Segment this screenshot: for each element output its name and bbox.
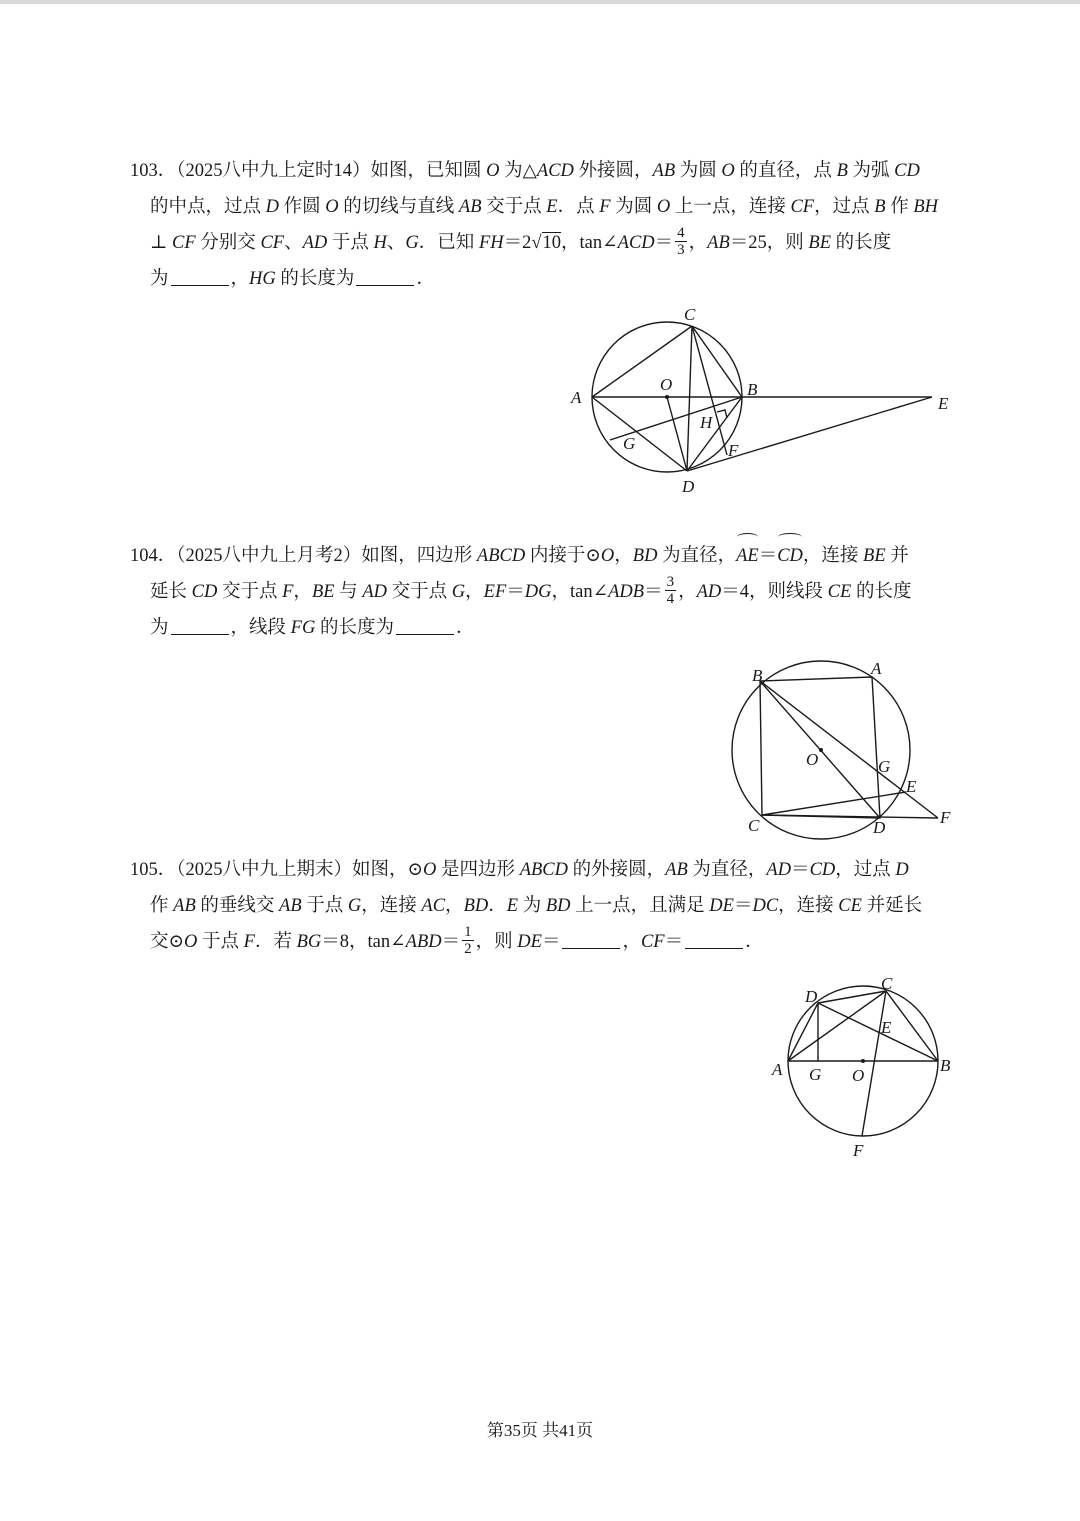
var: G [347,896,362,916]
problem-number: 104． [130,546,177,566]
text: ，连接 [802,546,864,566]
text: 分别交 [195,233,261,253]
text: 、 [284,233,303,253]
var: ADB [608,582,645,602]
label-a: A [571,388,582,407]
text: 如图，四边形 [361,546,477,566]
seg-ad [592,397,687,471]
figure-103 [560,300,970,500]
text: ＝8，tan∠ [321,932,406,952]
var: FH [478,233,504,253]
text: 内接于⊙ [525,546,601,566]
problem-number: 103． [130,161,177,181]
label-f: F [728,441,739,460]
problem-source: （2025八中九上月考2） [176,546,362,566]
var: BD [463,896,489,916]
var: CF [790,197,815,217]
text: 、 [386,233,406,253]
label-c: C [881,974,893,993]
text: 的长度 [851,582,912,602]
center-dot [819,748,823,752]
text: ．已知 [418,233,479,253]
var: O [656,197,671,217]
text: 交于点 [217,582,283,602]
var: E [546,197,558,217]
text: ． [416,269,435,289]
text: ＝ [758,546,778,566]
text: 上一点，且满足 [570,896,710,916]
text: 交于点 [481,197,547,217]
problem-source: （2025八中九上定时14） [176,161,371,181]
page-footer: 第35页 共41页 [486,1421,594,1440]
arc-cd: CD [777,538,803,574]
var: AB [652,161,676,181]
var: CF [260,233,285,253]
p104-line-3 [130,610,965,646]
var: B [836,161,848,181]
var: BE [311,582,335,602]
var: BD [632,546,658,566]
problem-103 [130,153,965,297]
var: BD [545,896,571,916]
text: 为△ [499,161,537,181]
var: CE [838,896,862,916]
p105-line-3 [130,924,965,960]
text: 的长度为 [275,269,355,289]
fraction-numerator: 3 [666,574,675,591]
var: AD [766,860,792,880]
text: ＝ [506,582,525,602]
label-e: E [938,394,949,413]
problem-104 [130,538,965,646]
answer-blank[interactable] [685,930,743,949]
var: CD [809,860,836,880]
fraction-denominator: 3 [677,242,685,259]
seg-de [687,397,932,471]
text: 如图，已知圆 [370,161,487,181]
p104-line-2 [130,574,965,610]
var: O [486,161,500,181]
text: ， [614,546,633,566]
var: ACD [617,233,655,253]
text: 的长度 [831,233,892,253]
seg-cb [692,326,742,397]
var: G [451,582,466,602]
seg-bf [760,681,938,818]
fraction-numerator: 1 [464,924,472,941]
text: 为 [150,618,169,638]
var: AB [173,896,196,916]
text: ＝ [664,932,684,952]
text: 并 [885,546,909,566]
var: O [721,161,735,181]
text: ， [293,582,312,602]
sqrt-sign: √ [531,233,542,253]
var: O [600,546,615,566]
var: O [423,860,437,880]
var: DE [709,896,734,916]
var: CD [191,582,218,602]
var: CD [894,161,920,181]
text: 的外接圆， [568,860,666,880]
var: HG [249,269,276,289]
text: ， [678,582,697,602]
label-d: D [873,818,886,837]
text: 为直径， [687,860,767,880]
text: ，tan∠ [561,233,618,253]
label-d: D [805,987,818,1006]
answer-blank[interactable] [171,616,229,635]
text: 作 [150,896,174,916]
fraction-denominator: 4 [666,591,675,608]
text: ， [465,582,484,602]
var: BH [913,197,938,217]
text: 于点 [301,896,348,916]
fraction [665,574,677,607]
text: 如图，⊙ [352,860,424,880]
text: ， [445,896,464,916]
text: ， [688,233,708,253]
label-o: O [660,375,673,394]
text: ⊥ [150,233,173,253]
var: AD [302,233,328,253]
problem-number: 105． [130,860,177,880]
var: AB [665,860,688,880]
label-d: D [682,477,695,496]
text: ＝ [733,896,753,916]
text: ． [745,932,764,952]
text: ． [488,896,507,916]
seg-ad [788,1003,818,1061]
seg-dc [818,991,886,1003]
figure-105 [765,970,965,1160]
center-dot [665,395,669,399]
label-h: H [700,413,713,432]
text: 与 [334,582,363,602]
seg-ac [592,326,692,397]
var: ABD [405,932,442,952]
var: DG [524,582,552,602]
answer-blank[interactable] [171,267,229,286]
text: 为 [518,896,546,916]
p103-line-1 [130,153,965,189]
fraction-denominator: 2 [464,941,472,958]
label-b: B [752,666,763,685]
text: 外接圆， [573,161,653,181]
text: 为直径， [657,546,737,566]
label-o: O [852,1066,865,1085]
p103-line-2 [130,189,965,225]
text: 是四边形 [436,860,520,880]
label-b: B [747,380,758,399]
text: ．若 [254,932,297,952]
text: ，连接 [778,896,839,916]
problem-105 [130,852,965,960]
fraction-numerator: 4 [677,225,685,242]
var: ABCD [476,546,526,566]
var: O [325,197,339,217]
answer-blank[interactable] [396,616,454,635]
var: ABCD [519,860,568,880]
var: DC [752,896,779,916]
text: ，过点 [814,197,875,217]
text: 交于点 [386,582,452,602]
label-a: A [871,659,882,678]
var: F [599,197,611,217]
text: ．点 [557,197,600,217]
text: ． [455,618,475,638]
text: ，则 [475,932,518,952]
var: B [874,197,886,217]
var: O [184,932,198,952]
p105-line-2 [130,888,965,924]
var: G [405,233,419,253]
p103-line-4 [130,261,965,297]
text: 于点 [197,932,244,952]
label-g: G [878,757,891,776]
text: 为 [150,269,169,289]
text: ＝ [441,932,461,952]
p103-line-3 [130,225,965,261]
center-dot [861,1059,865,1063]
var: F [282,582,294,602]
text: ＝ [644,582,663,602]
text: ， [622,932,641,952]
text: 作圆 [279,197,326,217]
answer-blank[interactable] [562,930,620,949]
var: AC [421,896,446,916]
var: BE [863,546,886,566]
text: ＝4，则线段 [721,582,828,602]
sqrt-radicand: 10 [542,233,562,253]
var: AB [458,197,482,217]
label-c: C [684,305,696,324]
fraction [675,225,687,258]
text: 的直径，点 [734,161,837,181]
var: E [506,896,519,916]
label-f: F [853,1141,864,1160]
problem-source: （2025八中九上期末） [176,860,353,880]
text: 交⊙ [150,932,185,952]
answer-blank[interactable] [356,267,414,286]
var: FG [290,618,316,638]
seg-cf [862,991,886,1136]
text: 于点 [327,233,374,253]
seg-cb [886,991,938,1061]
top-edge [0,0,1080,4]
text: ＝ [541,932,561,952]
text: 并延长 [861,896,923,916]
text: 上一点，连接 [670,197,791,217]
var: F [243,932,255,952]
text: ，线段 [230,618,291,638]
text: 的中点，过点 [150,197,266,217]
text: ＝25，则 [729,233,809,253]
text: ，连接 [361,896,422,916]
text: 为弧 [847,161,895,181]
seg-ac [788,991,886,1061]
text: 的切线与直线 [338,197,459,217]
label-b: B [940,1056,951,1075]
text: ， [230,269,250,289]
var: EF [483,582,507,602]
figure-104 [730,655,965,840]
text: ＝2 [503,233,532,253]
label-e: E [881,1018,892,1037]
var: AD [362,582,387,602]
label-g: G [623,434,636,453]
p104-line-1 [130,538,965,574]
arc-ae: AE [736,538,759,574]
label-f: F [940,808,951,827]
label-g: G [809,1065,822,1084]
text: ＝ [654,233,674,253]
text: 为圆 [675,161,722,181]
fraction [462,924,474,957]
var: BG [296,932,322,952]
var: AD [696,582,722,602]
text: 作 [885,197,914,217]
label-o: O [806,750,819,769]
var: BE [808,233,832,253]
var: AB [279,896,302,916]
var: D [265,197,280,217]
text: ＝ [791,860,810,880]
right-angle-mark [717,410,727,418]
label-e: E [906,777,917,796]
var: CE [827,582,852,602]
label-a: A [772,1060,783,1079]
var: H [373,233,387,253]
text: ，过点 [835,860,896,880]
text: 延长 [150,582,192,602]
text: 为圆 [610,197,657,217]
seg-od [667,397,687,471]
text: ，tan∠ [551,582,609,602]
seg-cd [687,326,692,471]
var: ACD [536,161,574,181]
var: CF [172,233,196,253]
var: AB [707,233,730,253]
text: 的垂线交 [195,896,280,916]
label-c: C [748,816,760,835]
var: DE [517,932,542,952]
var: CF [640,932,665,952]
p105-line-1 [130,852,965,888]
var: D [895,860,909,880]
text: 的长度为 [315,618,394,638]
